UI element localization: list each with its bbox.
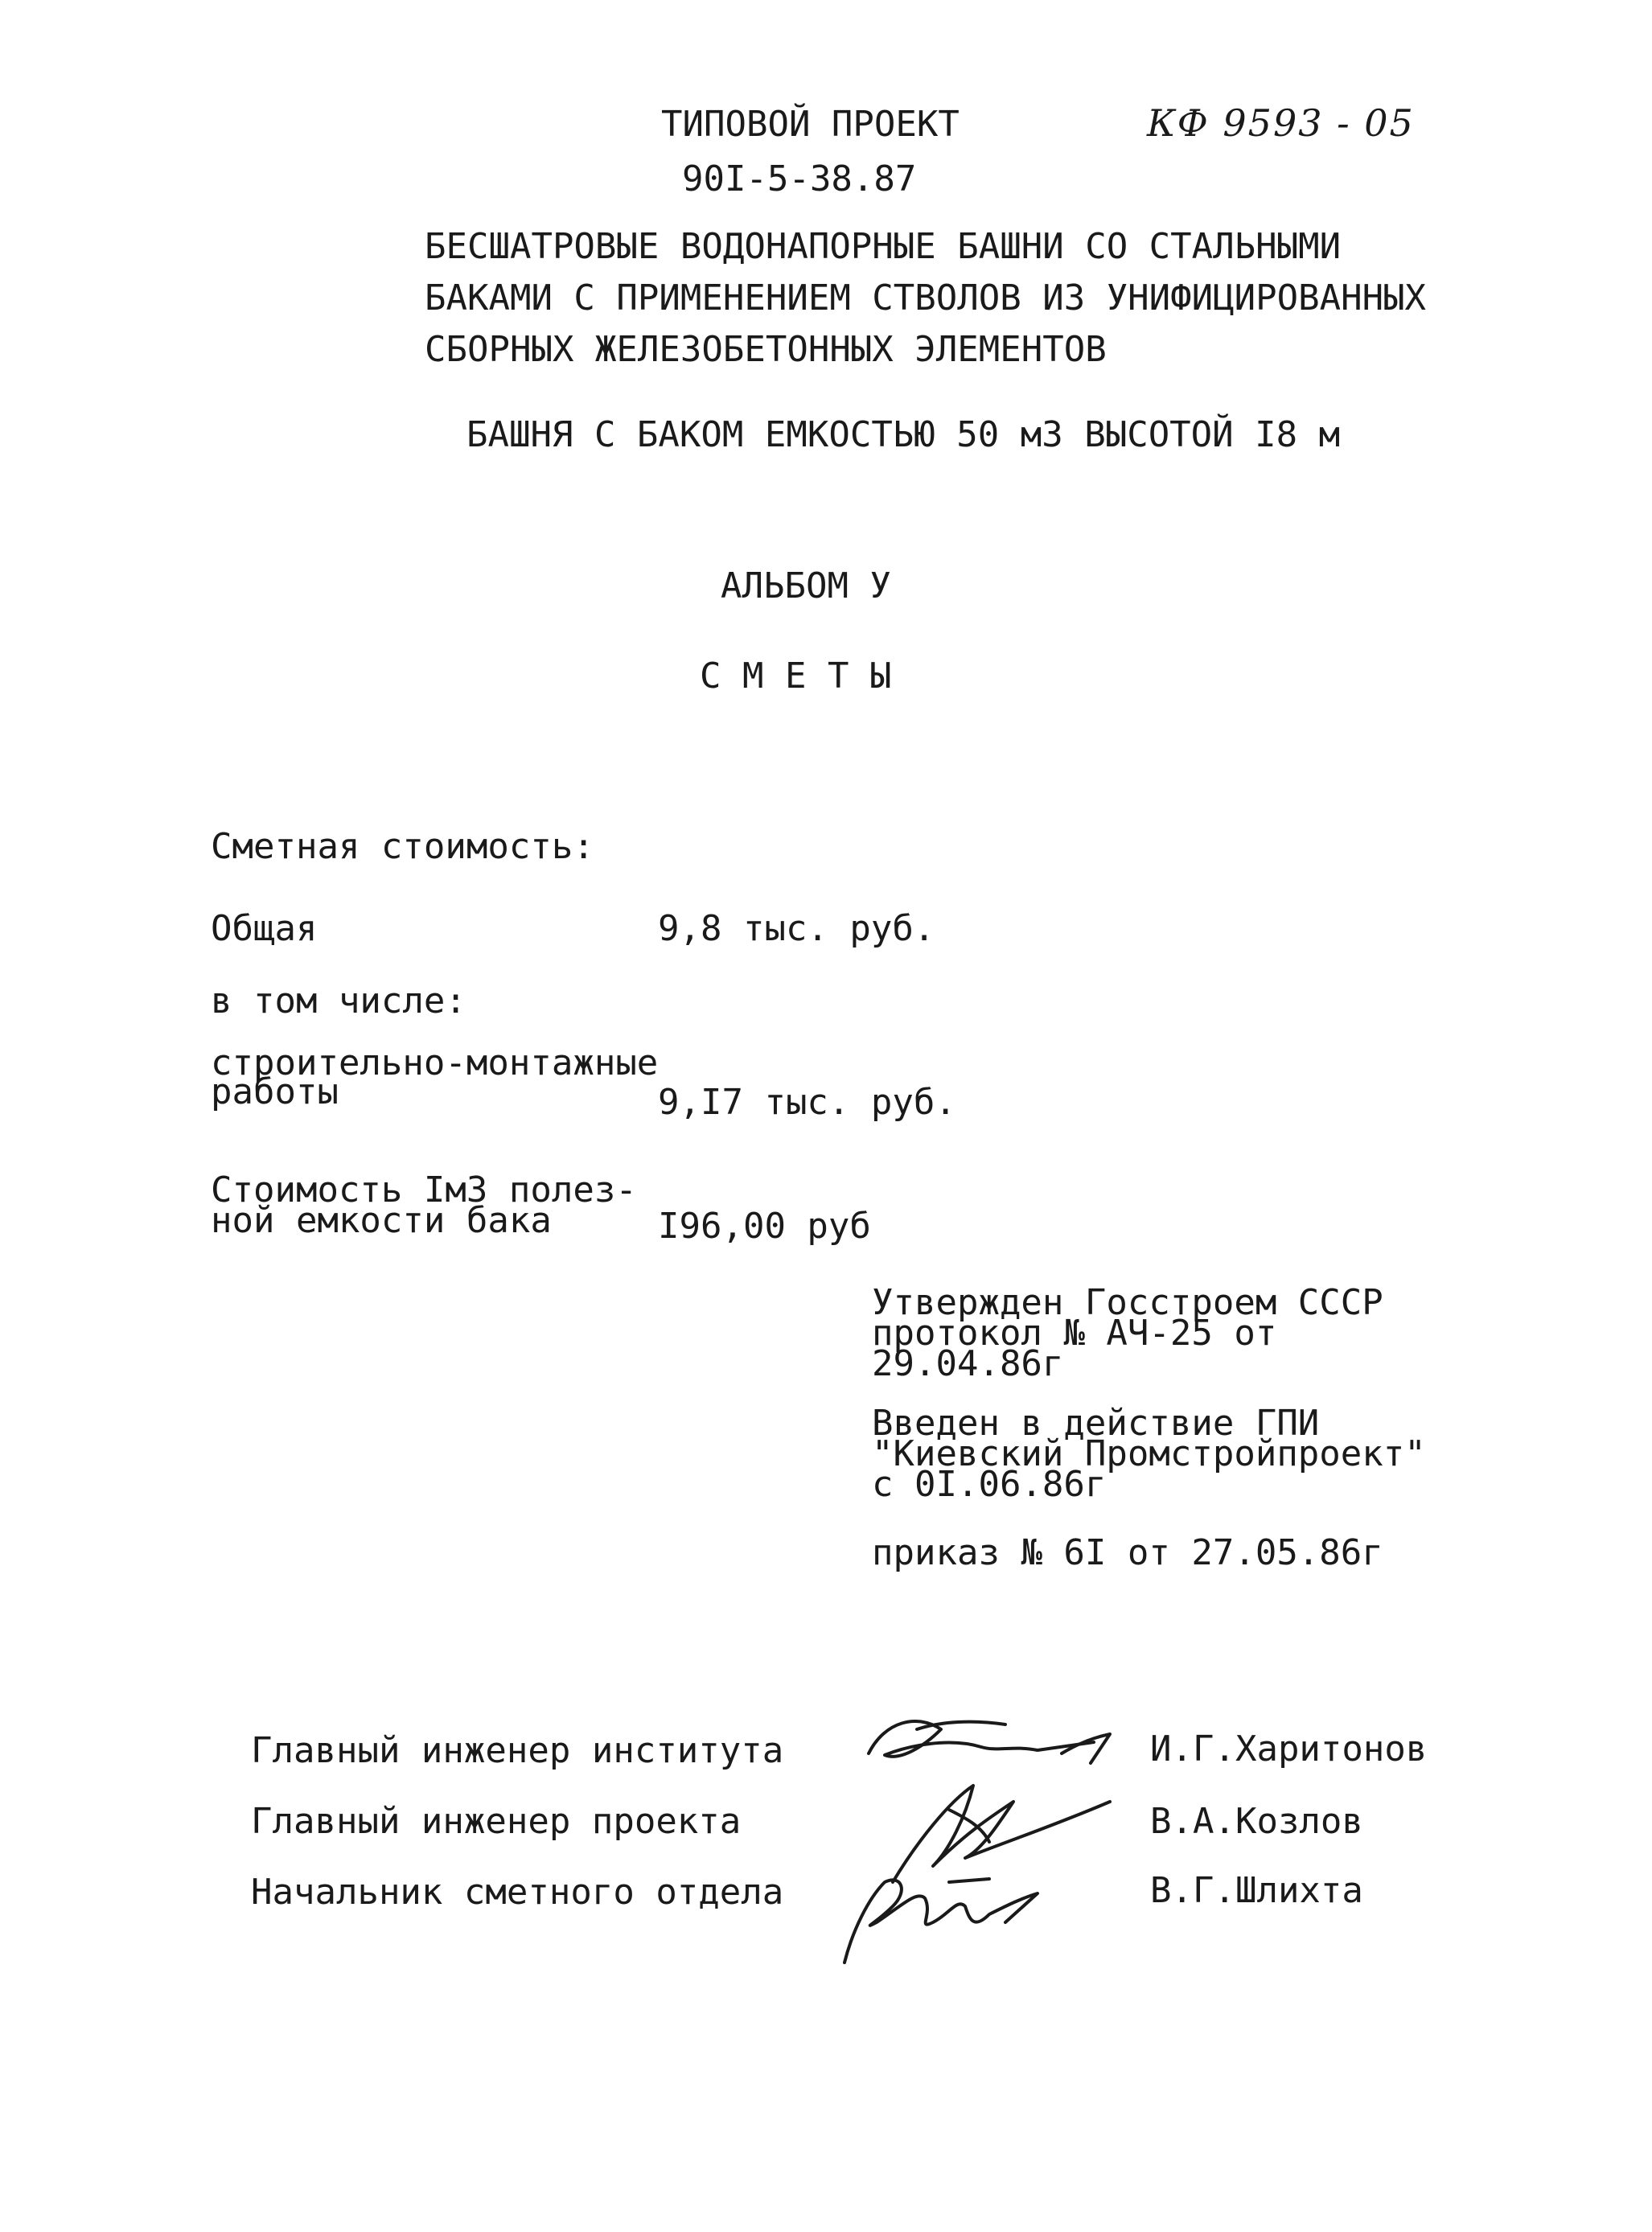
- order-line: приказ № 6I от 27.05.86г: [872, 1532, 1383, 1573]
- signature-shlikhta-icon: [828, 1842, 1070, 1971]
- construction-label-line-2: работы: [211, 1071, 339, 1112]
- subtitle: БАШНЯ С БАКОМ ЕМКОСТЬЮ 50 мЗ ВЫСОТОЙ I8 м: [466, 414, 1341, 455]
- enacted-line-2: "Киевский Промстройпроект": [872, 1433, 1426, 1474]
- enacted-line-1: Введен в действие ГПИ: [872, 1403, 1320, 1444]
- signatory-position: Начальник сметного отдела: [251, 1872, 784, 1913]
- including-label: в том числе:: [211, 980, 466, 1021]
- signatory-name: В.Г.Шлихта: [1150, 1870, 1363, 1911]
- project-type: ТИПОВОЙ ПРОЕКТ: [661, 104, 960, 145]
- approved-line-1: Утвержден Госстроем СССР: [872, 1282, 1383, 1323]
- signatory-name: И.Г.Харитонов: [1150, 1728, 1428, 1770]
- album-label: АЛЬБОМ У: [721, 565, 891, 606]
- approved-line-3: 29.04.86г: [872, 1343, 1064, 1384]
- title-line-1: БЕСШАТРОВЫЕ ВОДОНАПОРНЫЕ БАШНИ СО СТАЛЬНЫМИ: [425, 226, 1342, 267]
- total-label: Общая: [211, 908, 318, 949]
- signatory-position: Главный инженер института: [251, 1730, 784, 1771]
- signatory-position: Главный инженер проекта: [251, 1801, 742, 1842]
- construction-value: 9,I7 тыс. руб.: [658, 1082, 956, 1123]
- signatory-name: В.А.Козлов: [1150, 1801, 1363, 1842]
- title-line-2: БАКАМИ С ПРИМЕНЕНИЕМ СТВОЛОВ ИЗ УНИФИЦИРОВАННЫХ: [425, 277, 1427, 319]
- project-number: 90I-5-38.87: [682, 158, 917, 199]
- cost-heading: Сметная стоимость:: [211, 826, 594, 867]
- unit-cost-label-line-2: ной емкости бака: [211, 1200, 552, 1241]
- inventory-code: КФ 9593 - 05: [1147, 101, 1415, 145]
- construction-label-line-1: строительно-монтажные: [211, 1042, 659, 1083]
- unit-cost-label-line-1: Стоимость IмЗ полез-: [211, 1169, 637, 1211]
- approved-line-2: протокол № АЧ-25 от: [872, 1313, 1277, 1354]
- enacted-line-3: с 0I.06.86г: [872, 1464, 1107, 1505]
- section-title: С М Е Т Ы: [700, 656, 892, 697]
- signature-kharitonov-icon: [853, 1705, 1118, 1778]
- total-value: 9,8 тыс. руб.: [658, 908, 935, 949]
- unit-cost-value: I96,00 руб: [658, 1206, 871, 1247]
- title-line-3: СБОРНЫХ ЖЕЛЕЗОБЕТОННЫХ ЭЛЕМЕНТОВ: [425, 329, 1107, 370]
